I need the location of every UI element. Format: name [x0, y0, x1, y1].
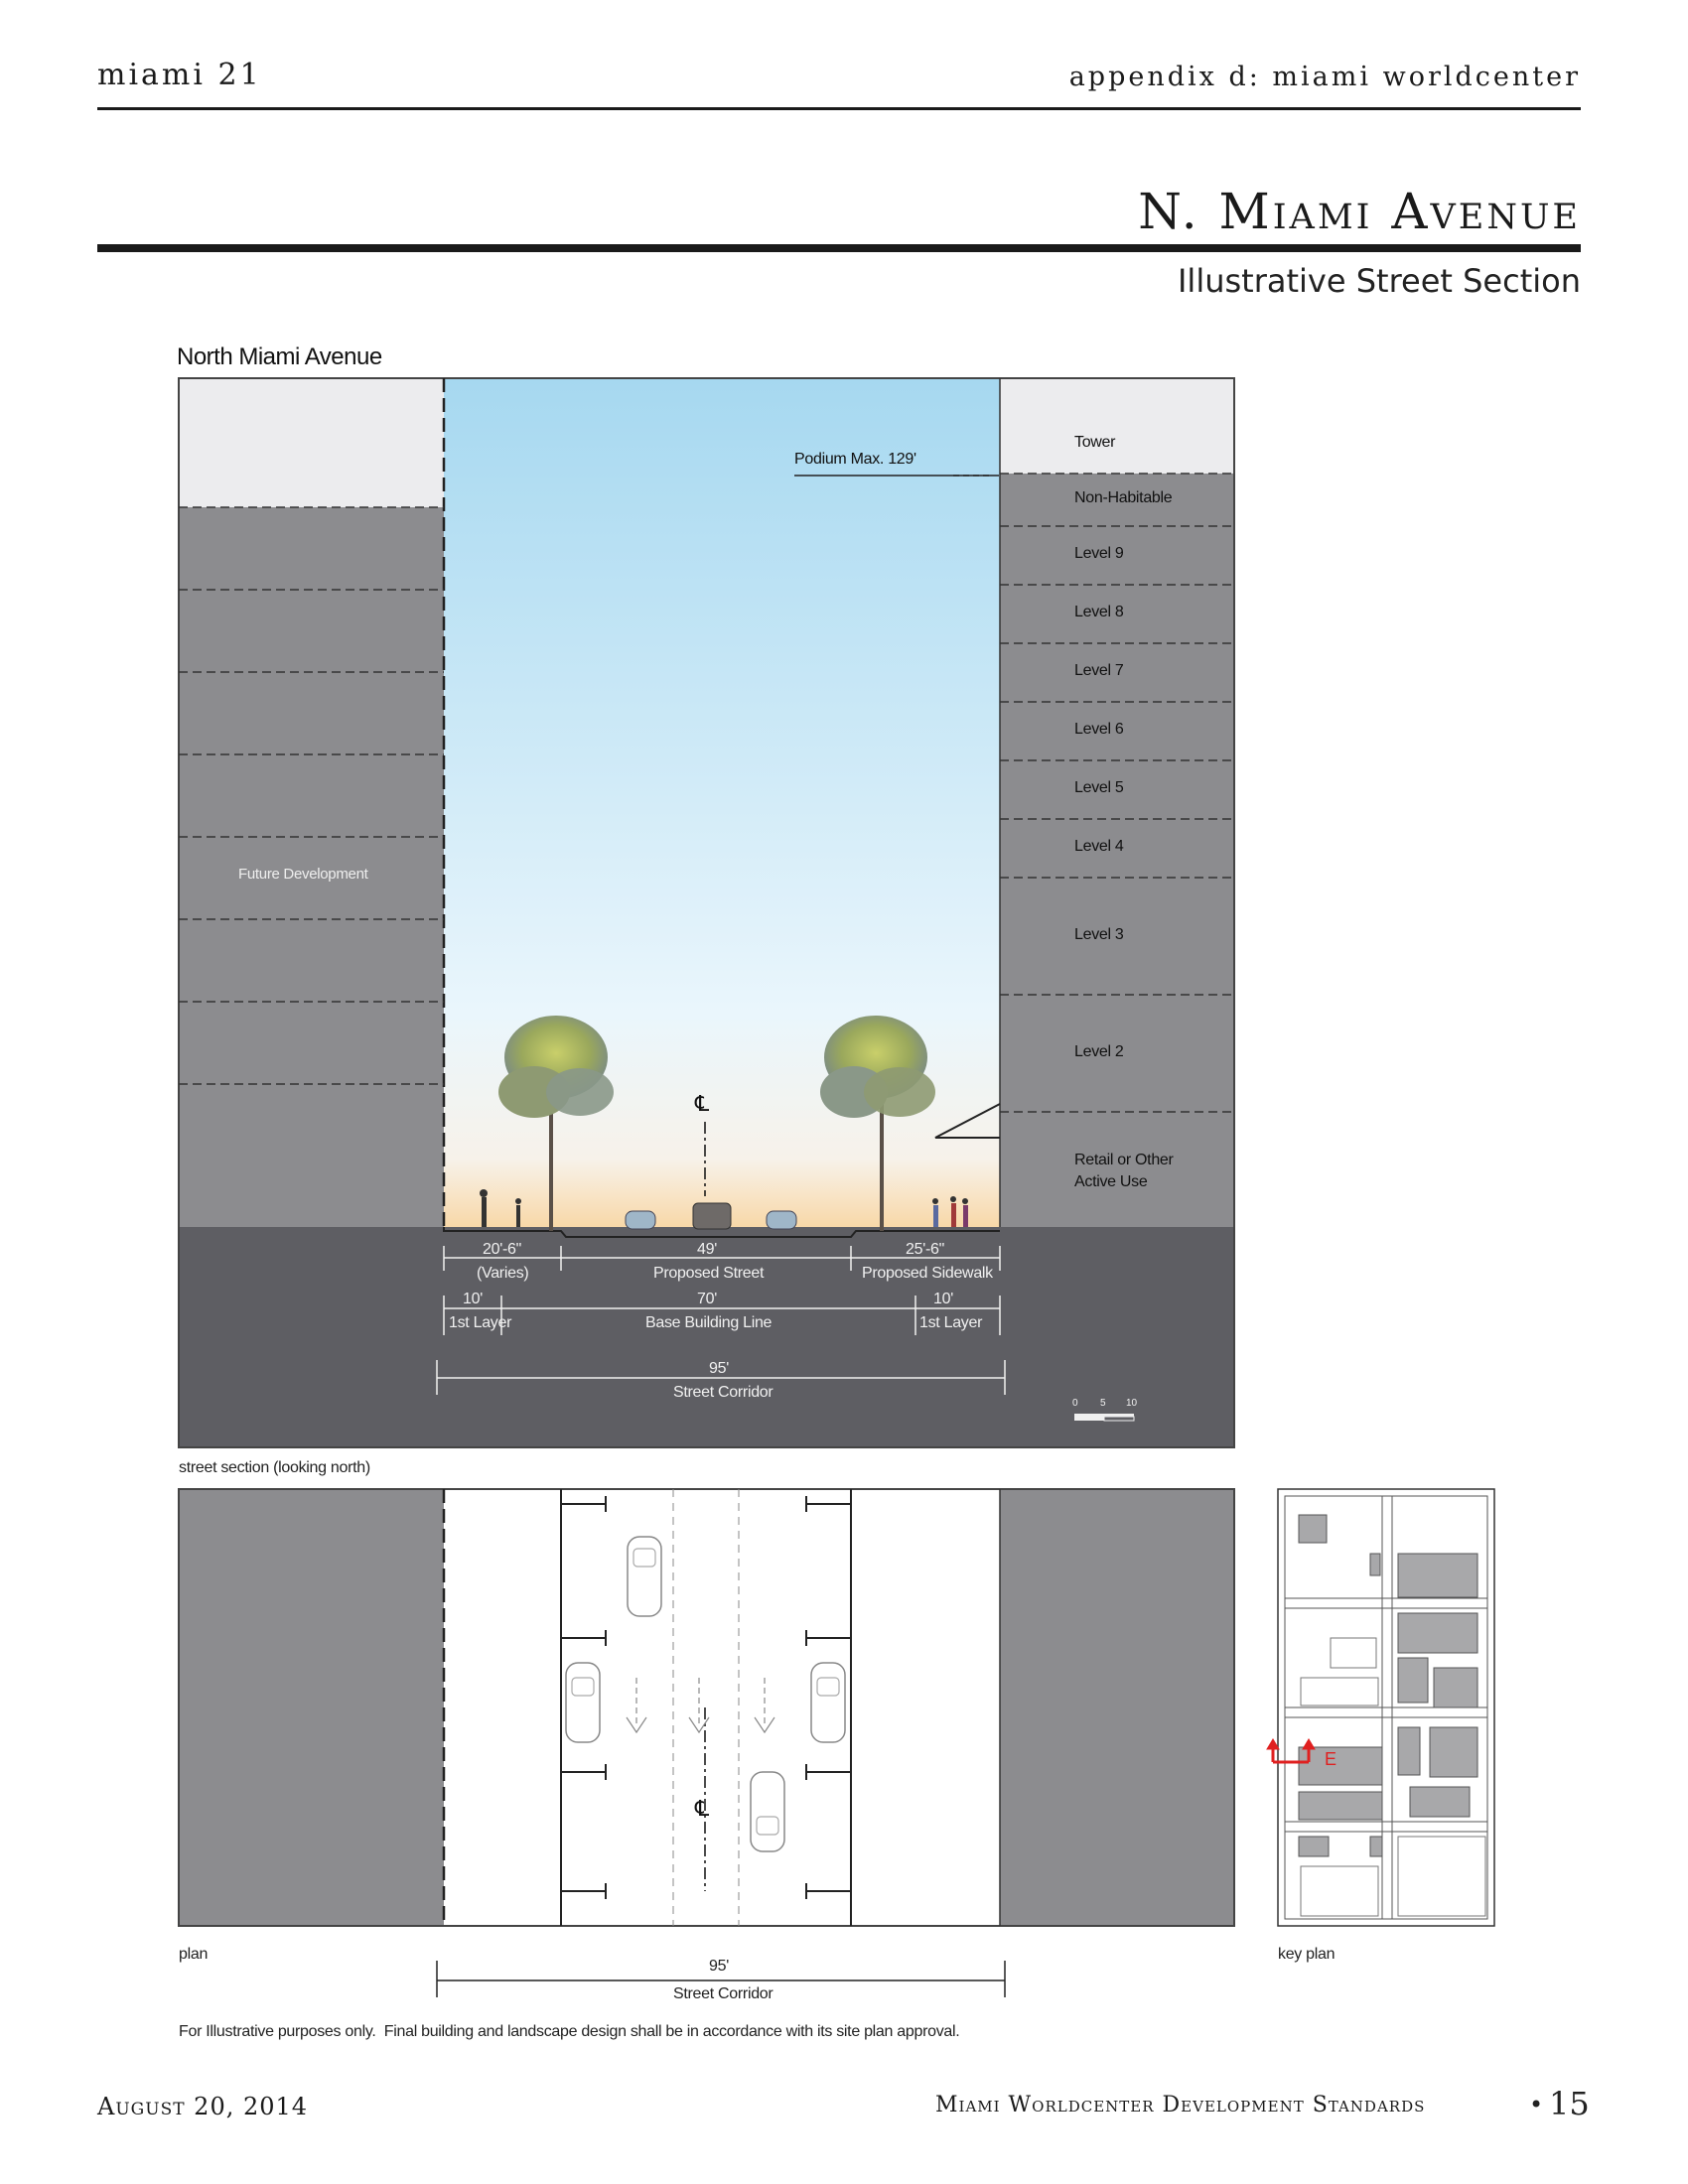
plan-centerline-symbol: ℄: [695, 1797, 710, 1822]
floor-label-level-8: Level 8: [1074, 604, 1124, 620]
dim-label-right-sidewalk: Proposed Sidewalk: [862, 1265, 993, 1282]
plan-caption: plan: [179, 1946, 209, 1963]
dim-value-corridor: 95': [709, 1360, 729, 1377]
floor-label-level-9: Level 9: [1074, 545, 1124, 562]
future-development-label: Future Development: [238, 866, 368, 883]
dim-value-left-layer: 10': [463, 1291, 483, 1307]
key-plan-marker-label: E: [1325, 1749, 1337, 1769]
dim-label-street: Proposed Street: [653, 1265, 765, 1282]
dim-value-left-sidewalk: 20'-6": [483, 1241, 521, 1258]
section-title: N. Miami Avenue: [1138, 183, 1581, 240]
running-header-left: miami 21: [97, 58, 262, 92]
plan-graphic: [0, 1479, 1688, 2035]
floor-label-level-6: Level 6: [1074, 721, 1124, 738]
podium-max-label: Podium Max. 129': [794, 451, 916, 468]
dim-value-right-sidewalk: 25'-6": [906, 1241, 944, 1258]
dim-label-left-layer: 1st Layer: [449, 1314, 512, 1331]
scale-10: 10: [1126, 1398, 1138, 1409]
dim-value-street: 49': [697, 1241, 717, 1258]
key-plan-caption: key plan: [1278, 1946, 1336, 1963]
plan-dim-value: 95': [709, 1958, 729, 1975]
footer-bullet: •: [1529, 2091, 1544, 2118]
centerline-symbol: ℄: [695, 1092, 710, 1117]
floor-label-level-7: Level 7: [1074, 662, 1124, 679]
page-number: 15: [1549, 2085, 1590, 2122]
floor-label-non-habitable: Non-Habitable: [1074, 489, 1173, 506]
disclaimer-note: For Illustrative purposes only. Final building and landscape design shall be in accordance with its site plan approval.: [179, 2023, 960, 2040]
floor-label-level-5: Level 5: [1074, 779, 1124, 796]
dim-label-corridor: Street Corridor: [673, 1384, 774, 1401]
dim-label-left-sidewalk: (Varies): [477, 1265, 529, 1282]
floor-label-retail: Retail or Other Active Use: [1074, 1152, 1174, 1190]
scale-0: 0: [1072, 1398, 1078, 1409]
footer-date: August 20, 2014: [97, 2093, 309, 2120]
running-header-right: appendix d: miami worldcenter: [1068, 62, 1581, 92]
dim-label-base-building: Base Building Line: [645, 1314, 773, 1331]
dim-value-base-building: 70': [697, 1291, 717, 1307]
figure-title: North Miami Avenue: [177, 343, 382, 370]
floor-label-level-2: Level 2: [1074, 1043, 1124, 1060]
floor-label-tower: Tower: [1074, 434, 1116, 451]
plan-dim-label: Street Corridor: [673, 1985, 774, 2002]
footer-title: Miami Worldcenter Development Standards: [935, 2093, 1426, 2117]
dim-value-right-layer: 10': [933, 1291, 953, 1307]
dim-label-right-layer: 1st Layer: [919, 1314, 983, 1331]
section-caption: street section (looking north): [179, 1459, 370, 1476]
scale-5: 5: [1100, 1398, 1106, 1409]
floor-label-level-4: Level 4: [1074, 838, 1124, 855]
floor-label-level-3: Level 3: [1074, 926, 1124, 943]
section-subtitle: Illustrative Street Section: [1177, 262, 1581, 300]
